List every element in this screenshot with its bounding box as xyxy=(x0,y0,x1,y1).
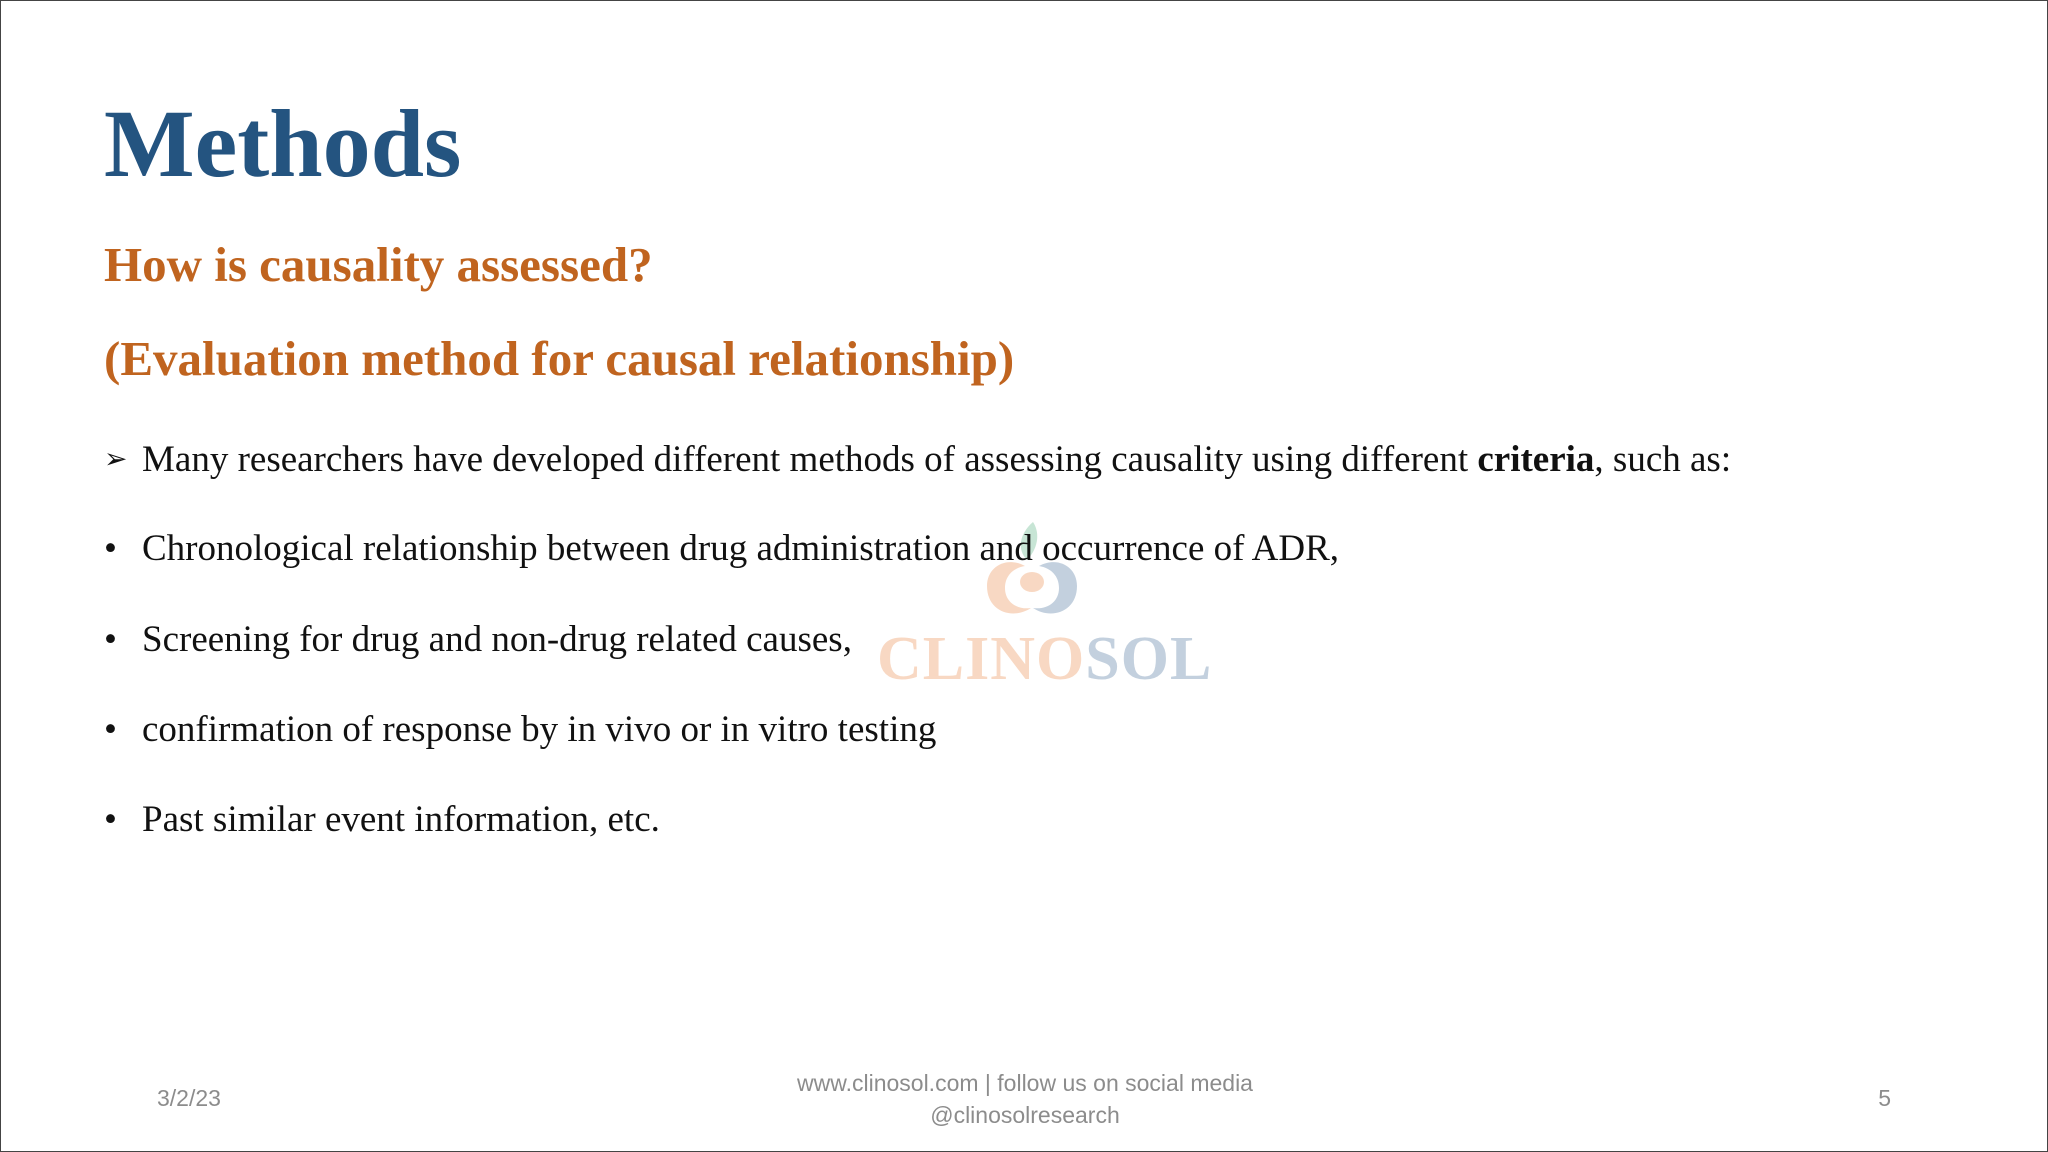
footer-social xyxy=(625,1067,1425,1131)
footer-website-line: www.clinosol.com | follow us on social media xyxy=(797,1070,1253,1096)
slide-subtitle-evaluation: (Evaluation method for causal relationship) xyxy=(104,331,1015,386)
bullet-dot-icon: • xyxy=(104,709,117,750)
watermark-text-clino: CLINO xyxy=(877,625,1086,693)
footer-page-number: 5 xyxy=(1878,1085,1891,1111)
intro-text-after: , such as: xyxy=(1594,439,1732,480)
intro-line xyxy=(104,437,1731,482)
bullet-item xyxy=(104,618,852,662)
intro-text-before: Many researchers have developed different methods of assessing causality using different xyxy=(142,439,1478,480)
watermark-text xyxy=(877,624,1212,694)
bullet-text: Past similar event information, etc. xyxy=(142,799,660,840)
bullet-item xyxy=(104,527,1339,571)
bullet-item xyxy=(104,708,936,752)
arrow-bullet-icon: ➢ xyxy=(104,442,128,475)
footer-handle-line: @clinosolresearch xyxy=(930,1102,1120,1128)
bullet-text: Screening for drug and non-drug related causes, xyxy=(142,619,852,660)
slide-subtitle-question: How is causality assessed? xyxy=(104,237,653,292)
footer-date: 3/2/23 xyxy=(157,1085,221,1111)
bullet-dot-icon: • xyxy=(104,528,117,569)
watermark-text-sol: SOL xyxy=(1085,625,1213,693)
slide-title: Methods xyxy=(104,90,462,197)
bullet-dot-icon: • xyxy=(104,799,117,840)
bullet-text: confirmation of response by in vivo or in vitro testing xyxy=(142,709,937,750)
intro-bold-criteria: criteria xyxy=(1477,439,1595,480)
bullet-text: Chronological relationship between drug administration and occurrence of ADR, xyxy=(142,528,1340,569)
bullet-dot-icon: • xyxy=(104,619,117,660)
bullet-item xyxy=(104,798,660,842)
